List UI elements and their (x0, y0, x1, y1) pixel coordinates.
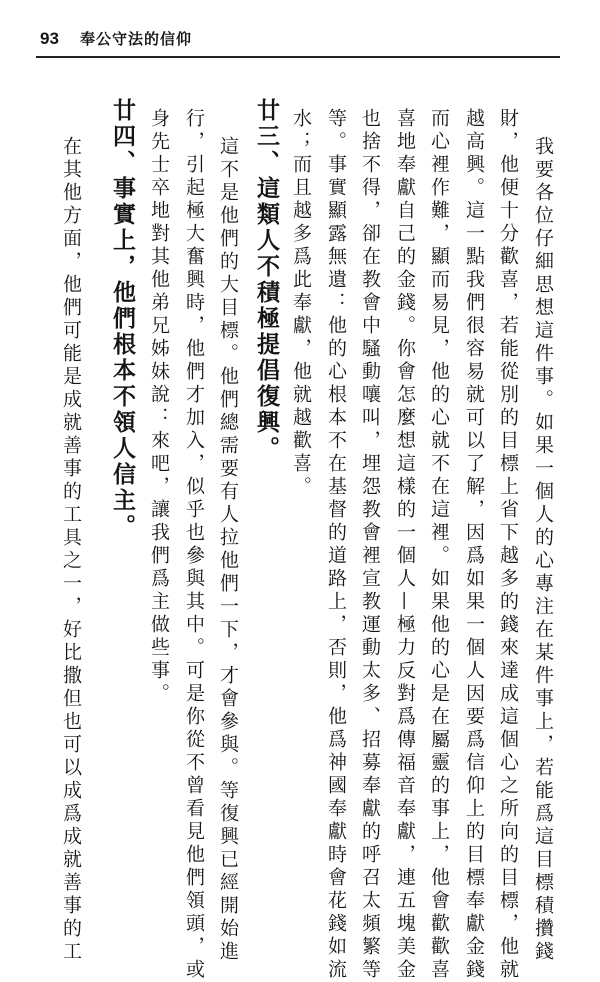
body-column: 越高興。這一點我們很容易就可以了解，因爲如果一個人因要爲信仰上的目標奉獻金錢 (463, 108, 485, 982)
body-column: 等。事實顯露無遺：他的心根本不在基督的道路上，否則，他爲神國奉獻時會花錢如流 (325, 108, 347, 982)
body-column: 身先士卒地對其他弟兄姊妹說：來吧，讓我們爲主做些事。 (148, 108, 170, 706)
body-column: 在其他方面，他們可能是成就善事的工具之一，好比撒但也可以成爲成就善事的工 (60, 136, 82, 964)
body-column: 也捨不得，卻在教會中騷動嚷叫，埋怨教會裡宣教運動太多、招募奉獻的呼召太頻繁等 (359, 108, 381, 982)
section-heading: 廿三、這類人不積極提倡復興。 (253, 98, 279, 462)
body-column: 財，他便十分歡喜，若能從別的目標上省下越多的錢來達成這個心之所向的目標，他就 (497, 108, 519, 982)
body-column: 行，引起極大奮興時，他們才加入，似乎也參與其中。可是你從不曾看見他們領頭，或 (183, 108, 205, 982)
section-heading: 廿四、事實上，他們根本不領人信主。 (109, 98, 135, 540)
body-column: 而心裡作難，顯而易見，他的心就不在這裡。如果他的心是在屬靈的事上，他會歡歡喜 (428, 108, 450, 982)
body-column: 我要各位仔細思想這件事。如果一個人的心專注在某件事上，若能爲這目標積攢錢 (532, 136, 554, 964)
body-column: 這不是他們的大目標。他們總需要有人拉他們一下，才會參與。等復興已經開始進 (217, 136, 239, 964)
page-header (40, 28, 560, 54)
running-title: 奉公守法的信仰 (80, 30, 193, 48)
header-rule (36, 56, 560, 58)
body-column: 水；而且越多爲此奉獻，他就越歡喜。 (290, 108, 312, 499)
body-column: 喜地奉獻自己的金錢。你會怎麼想這樣的一個人—極力反對爲傳福音奉獻，連五塊美金 (394, 108, 416, 982)
page-number: 93 (40, 29, 59, 48)
